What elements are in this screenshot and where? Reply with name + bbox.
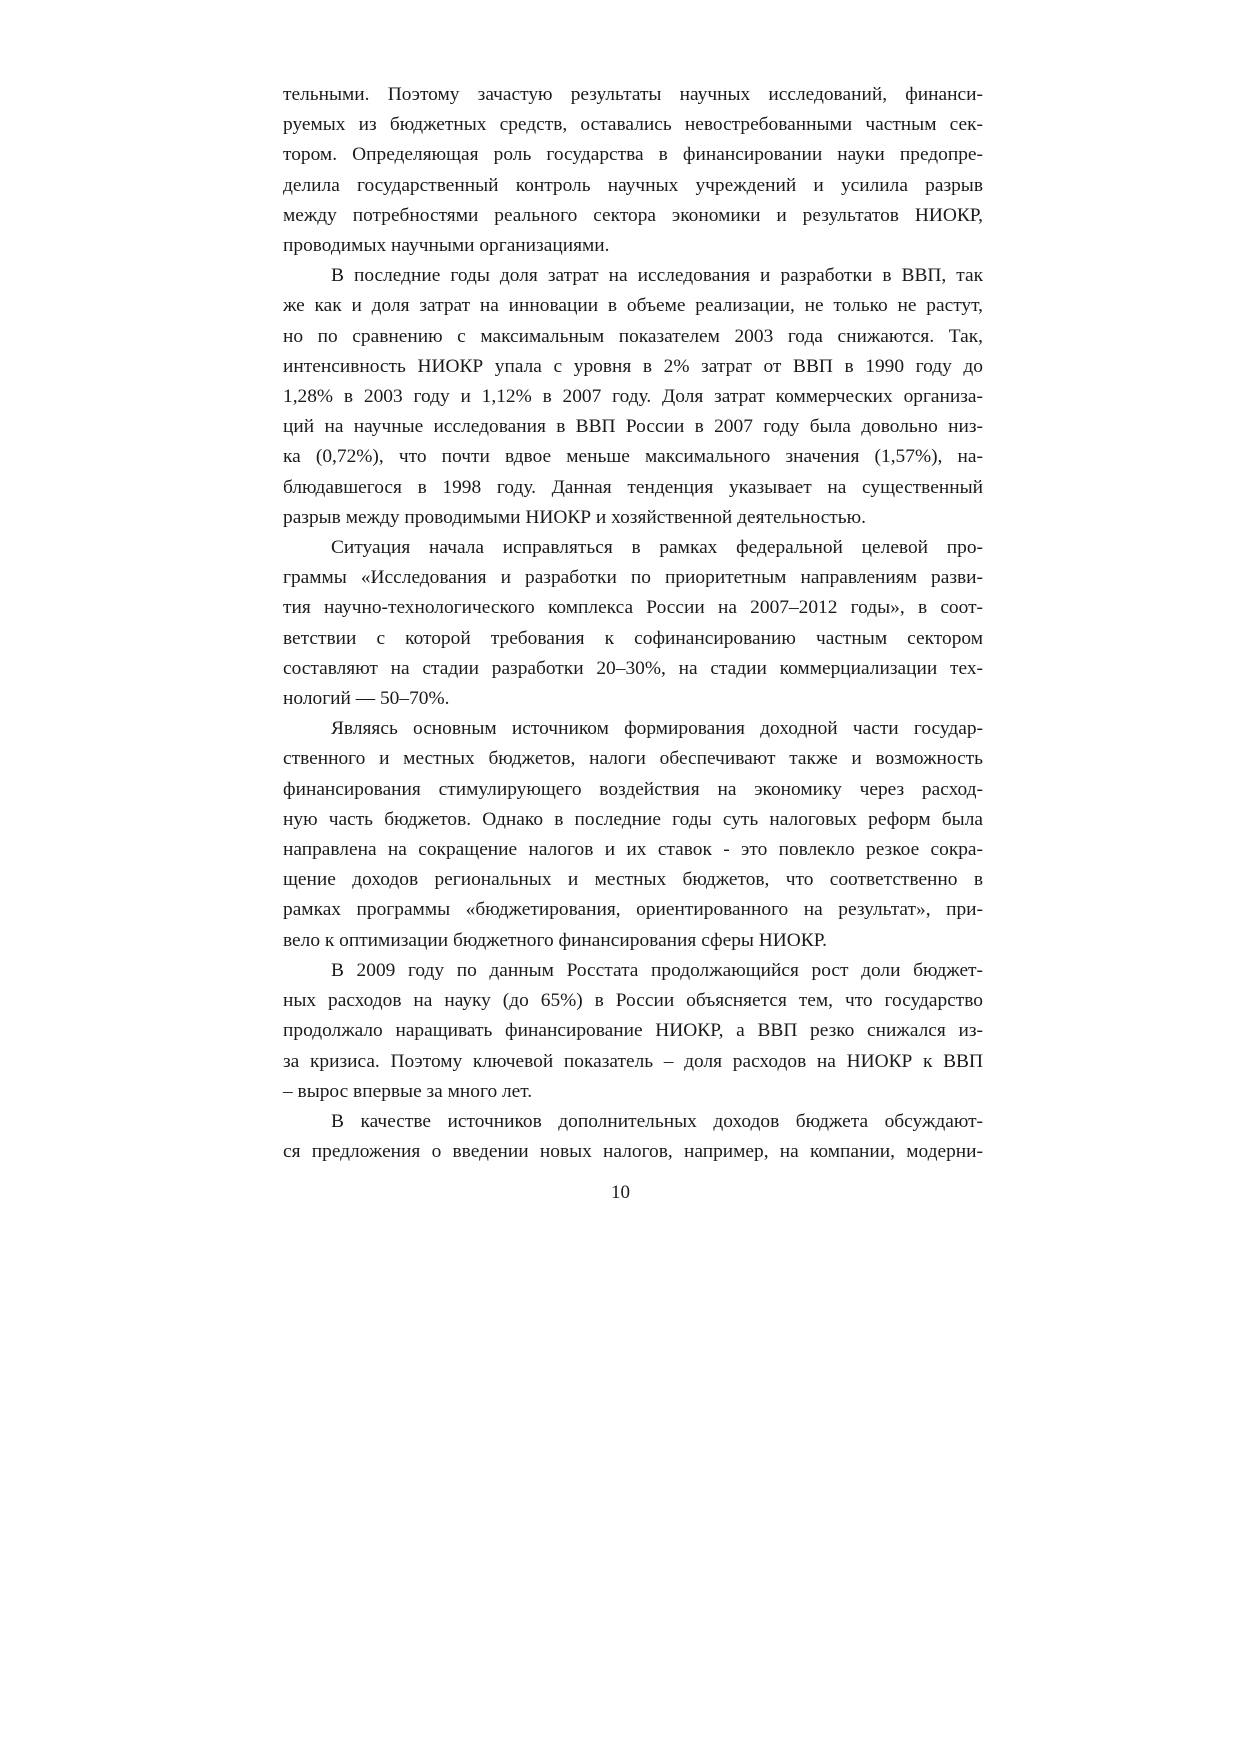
text-line: граммы «Исследования и разработки по приоритетным направлениям разви- bbox=[283, 567, 983, 589]
text-line: 1,28% в 2003 году и 1,12% в 2007 году. Доля затрат коммерческих организа- bbox=[283, 386, 983, 408]
text-line: делила государственный контроль научных учреждений и усилила разрыв bbox=[283, 174, 983, 196]
text-line: В 2009 году по данным Росстата продолжающийся рост доли бюджет- bbox=[331, 959, 983, 981]
text-line: продолжало наращивать финансирование НИОКР, а ВВП резко снижался из- bbox=[283, 1020, 983, 1042]
text-line: интенсивность НИОКР упала с уровня в 2% затрат от ВВП в 1990 году до bbox=[283, 355, 983, 377]
text-line: ся предложения о введении новых налогов, например, на компании, модерни- bbox=[283, 1141, 983, 1163]
text-line: тельными. Поэтому зачастую результаты научных исследований, финанси- bbox=[283, 84, 983, 105]
text-line: ветствии с которой требования к софинансированию частным сектором bbox=[283, 627, 983, 649]
text-line: тия научно-технологического комплекса России на 2007–2012 годы», в соот- bbox=[283, 597, 983, 619]
text-line: разрыв между проводимыми НИОКР и хозяйственной деятельностью. bbox=[283, 506, 866, 528]
paragraph bbox=[283, 261, 983, 533]
text-line: нологий — 50–70%. bbox=[283, 688, 450, 710]
paragraph bbox=[283, 1107, 983, 1167]
text-line: Являясь основным источником формирования доходной части государ- bbox=[331, 718, 983, 740]
text-line: ственного и местных бюджетов, налоги обеспечивают также и возможность bbox=[283, 748, 983, 770]
paragraph bbox=[283, 714, 983, 956]
text-line: блюдавшегося в 1998 году. Данная тенденция указывает на существенный bbox=[283, 476, 983, 498]
text-line: проводимых научными организациями. bbox=[283, 235, 610, 257]
text-line: ных расходов на науку (до 65%) в России объясняется тем, что государство bbox=[283, 990, 983, 1012]
text-line: ка (0,72%), что почти вдвое меньше максимального значения (1,57%), на- bbox=[283, 446, 983, 468]
text-line: ций на научные исследования в ВВП России в 2007 году была довольно низ- bbox=[283, 416, 983, 438]
text-line: В качестве источников дополнительных доходов бюджета обсуждают- bbox=[331, 1110, 983, 1132]
text-line: тором. Определяющая роль государства в финансировании науки предопре- bbox=[283, 144, 983, 166]
text-line: же как и доля затрат на инновации в объеме реализации, не только не растут, bbox=[283, 295, 983, 317]
paragraph bbox=[283, 533, 983, 714]
text-line: вело к оптимизации бюджетного финансирования сферы НИОКР. bbox=[283, 929, 827, 951]
page-body bbox=[283, 80, 983, 1167]
text-line: рамках программы «бюджетирования, ориентированного на результат», при- bbox=[283, 899, 983, 921]
page-number: 10 bbox=[611, 1182, 630, 1203]
text-line: за кризиса. Поэтому ключевой показатель – доля расходов на НИОКР к ВВП bbox=[283, 1050, 983, 1072]
paragraph bbox=[283, 956, 983, 1107]
text-line: Ситуация начала исправляться в рамках федеральной целевой про- bbox=[331, 537, 983, 559]
text-line: руемых из бюджетных средств, оставались невостребованными частным сек- bbox=[283, 114, 983, 136]
text-line: щение доходов региональных и местных бюджетов, что соответственно в bbox=[283, 869, 983, 891]
paragraph bbox=[283, 80, 983, 261]
text-line: между потребностями реального сектора экономики и результатов НИОКР, bbox=[283, 204, 983, 226]
text-line: направлена на сокращение налогов и их ставок - это повлекло резкое сокра- bbox=[283, 839, 983, 861]
text-line: но по сравнению с максимальным показателем 2003 года снижаются. Так, bbox=[283, 325, 983, 347]
text-line: финансирования стимулирующего воздействия на экономику через расход- bbox=[283, 778, 983, 800]
text-line: – вырос впервые за много лет. bbox=[283, 1080, 533, 1102]
text-line: составляют на стадии разработки 20–30%, на стадии коммерциализации тех- bbox=[283, 657, 983, 679]
text-line: ную часть бюджетов. Однако в последние годы суть налоговых реформ была bbox=[283, 808, 983, 830]
text-line: В последние годы доля затрат на исследования и разработки в ВВП, так bbox=[331, 265, 983, 287]
